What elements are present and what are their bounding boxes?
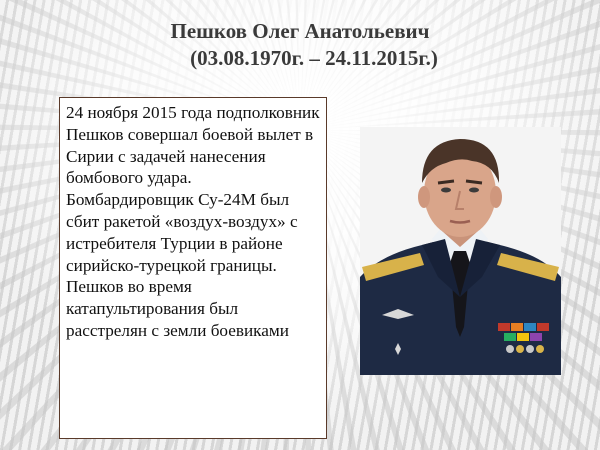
story-paragraph-2: Пешков во время катапультирования был расстрелян с земли боевиками (66, 277, 289, 340)
story-paragraph-1: 24 ноября 2015 года подполковник Пешков совершал боевой вылет в Сирии с задачей нанесения бомбового удара. Бомбардировщик Су-24М был сбит ракетой «воздух-воздух» с истребителя Турции в районе сирийско-турецкой границы. (66, 103, 320, 275)
portrait-illustration (360, 127, 561, 375)
medal-ribbon-5 (504, 333, 516, 341)
story-text-box (59, 97, 327, 439)
person-name: Пешков Олег Анатольевич (170, 19, 430, 43)
life-dates: (03.08.1970г. – 24.11.2015г.) (190, 46, 438, 70)
medal-1 (506, 345, 514, 353)
medal-ribbon-2 (511, 323, 523, 331)
medal-ribbon-3 (524, 323, 536, 331)
right-ear (490, 186, 502, 208)
portrait-photo (360, 127, 561, 375)
left-eye (441, 188, 451, 193)
medal-3 (526, 345, 534, 353)
left-ear (418, 186, 430, 208)
medal-ribbon-1 (498, 323, 510, 331)
right-eye (469, 188, 479, 193)
medal-ribbon-7 (530, 333, 542, 341)
medal-2 (516, 345, 524, 353)
medal-ribbon-6 (517, 333, 529, 341)
medal-4 (536, 345, 544, 353)
medal-ribbon-4 (537, 323, 549, 331)
slide-title (0, 18, 600, 72)
